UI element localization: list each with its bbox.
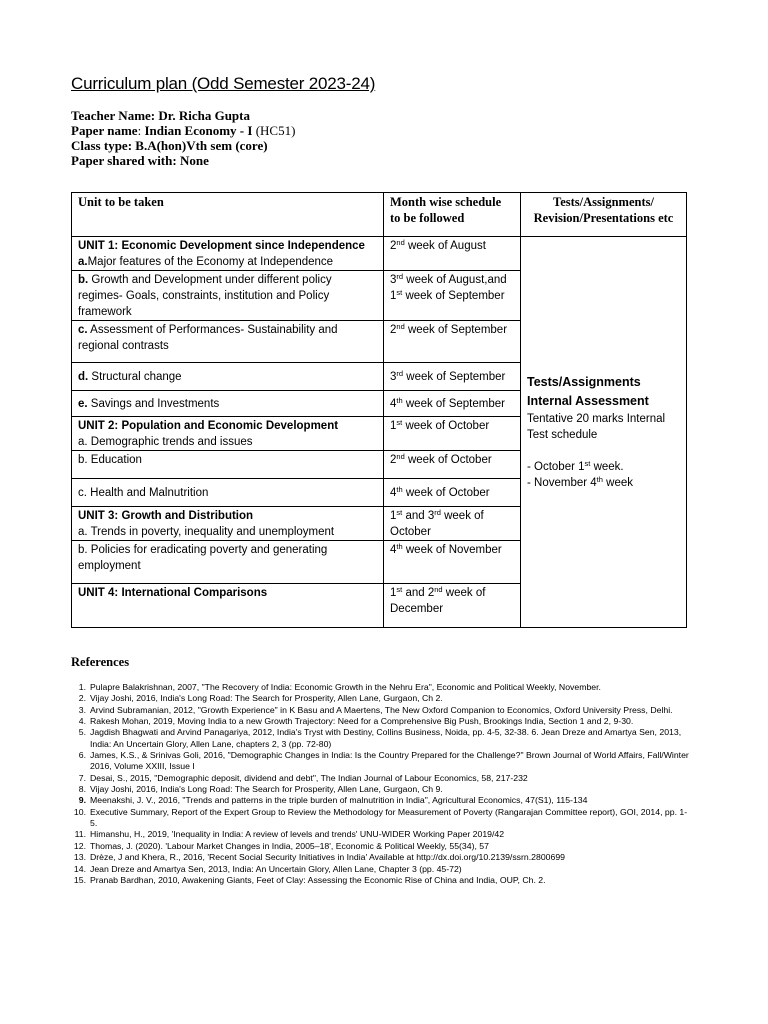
tests-heading: Tests/Assignments [527,375,641,389]
list-item: 12. Thomas, J. (2020). 'Labour Market Changes in India, 2005–18', Economic & Political Weekly, 55(34), 57 [73,840,489,851]
references-list [71,682,691,886]
shared-line [71,153,295,168]
topic-text: a. Trends in poverty, inequality and unemployment [78,526,335,538]
class-line [71,138,295,153]
item-prefix: d. [78,371,89,383]
list-item: 1. Pulapre Balakrishnan, 2007, "The Recovery of India: Economic Growth in the Nehru Era", Economic and Political Weekly, November. [78,682,601,692]
tests-cell [521,237,687,628]
paper-label: Paper name [71,123,138,138]
schedule-cell: 1st week of October [384,417,521,451]
shared-label: Paper shared with: [71,153,177,168]
assessment-heading: Internal Assessment [527,394,649,408]
unit-cell [72,479,384,507]
unit-cell [72,584,384,628]
topic-text: a. Demographic trends and issues [78,436,253,448]
topic-text: b. Policies for eradicating poverty and generating employment [78,544,328,572]
topic-text: Structural change [88,371,182,383]
schedule-cell: 3rd week of September [384,363,521,391]
list-item: 14. Jean Dreze and Amartya Sen, 2013, India: An Uncertain Glory, Allen Lane, Chapter 3 (pp. 45-72) [73,863,462,874]
topic-text: Major features of the Economy at Independence [87,256,334,268]
unit-heading: UNIT 1: Economic Development since Independence [78,240,365,252]
column-header-schedule: Month wise schedule to be followed [384,193,521,237]
test-note: Tentative 20 marks Internal Test schedule [527,413,666,441]
list-item: 7. Desai, S., 2015, "Demographic deposit, dividend and debt", The Indian Journal of Labour Economics, 58, 217-232 [78,772,528,783]
teacher-name: Dr. Richa Gupta [158,108,250,123]
list-item: 9. Meenakshi, J. V., 2016, "Trends and patterns in the triple burden of malnutrition in India", Agricultural Economics, 47(S1), 115-134 [78,795,588,806]
column-header-unit: Unit to be taken [72,193,384,237]
curriculum-table [71,192,687,628]
class-label: Class type: [71,138,133,153]
list-item: 13. Drèze, J and Khera, R., 2016, 'Recent Social Security Initiatives in India' Available at http://dx.doi.org/10.2139/ssrn.2800699 [73,852,565,863]
schedule-cell: 2nd week of August [384,237,521,271]
schedule-cell: 3rd week of August,and 1st week of September [384,271,521,321]
item-prefix: a. [78,256,88,268]
topic-text: b. Education [78,454,142,466]
schedule-cell: 4th week of November [384,541,521,584]
item-prefix: c. [78,324,88,336]
topic-text: Growth and Development under different policy regimes- Goals, constraints, institution and Policy framework [78,274,332,318]
class-type: B.A(hon)Vth sem (core) [135,138,268,153]
list-item: 2. Vijay Joshi, 2016, India's Long Road: The Search for Prosperity, Allen Lane, Gurgaon, Ch 2. [78,693,443,704]
list-item: 4. Rakesh Mohan, 2019, Moving India to a new Growth Trajectory: Need for a Comprehensive Big Push, Brookings India, Section 1 and 2, 9-30. [78,716,634,727]
unit-cell [72,391,384,417]
unit-cell [72,507,384,541]
table-header-row [72,193,687,237]
page-title: Curriculum plan (Odd Semester 2023-24) [71,74,376,93]
unit-heading: UNIT 4: International Comparisons [78,587,268,599]
unit-cell [72,417,384,451]
topic-text: c. Health and Malnutrition [78,487,209,499]
unit-cell [72,237,384,271]
schedule-cell: 1st and 2nd week of December [384,584,521,628]
schedule-cell: 1st and 3rd week of October [384,507,521,541]
list-item: 10. Executive Summary, Report of the Expert Group to Review the Methodology for Measurement of Poverty (Rangarajan Committee report), GOI, 2014, pp. 1-5. [73,806,688,829]
paper-line: Paper name: Indian Economy - I (HC51) [71,123,296,138]
schedule-cell: 2nd week of September [384,321,521,363]
item-prefix: b. [78,274,89,286]
list-item: 3. Arvind Subramanian, 2012, "Growth Experience" in K Basu and A Maertens, The New Oxford Companion to Economics, Oxford University Press, Delhi. [78,704,673,715]
unit-heading: UNIT 2: Population and Economic Development [78,420,339,432]
paper-name: Indian Economy - I [144,123,253,138]
unit-cell [72,363,384,391]
course-details [71,108,295,168]
references-heading: References [71,655,130,669]
schedule-cell: 2nd week of October [384,451,521,479]
unit-heading: UNIT 3: Growth and Distribution [78,510,254,522]
list-item: 6. James, K.S., & Srinivas Goli, 2016, "Demographic Changes in India: Is the Country Prepared for the Challenge?" Brown Journal of World Affairs, Fall/Winter 2016, Volume XXIII, Issue I [78,750,689,772]
unit-cell [72,321,384,363]
unit-cell [72,451,384,479]
list-item: 11. Himanshu, H., 2019, 'Inequality in India: A review of levels and trends' UNU-WIDER Working Paper 2019/42 [74,829,505,840]
test-date-2: - November 4th week [527,475,633,489]
paper-code: (HC51) [255,123,296,138]
teacher-line [71,108,295,123]
item-prefix: e. [78,398,88,410]
topic-text: Assessment of Performances- Sustainability and regional contrasts [78,324,338,352]
test-date-1: - October 1st week. [527,459,624,473]
teacher-label: Teacher Name: [71,108,156,123]
schedule-cell: 4th week of October [384,479,521,507]
unit-cell [72,541,384,584]
table-row [72,237,687,271]
column-header-tests: Tests/Assignments/ Revision/Presentations etc [521,193,687,237]
unit-cell [72,271,384,321]
shared-value: None [179,153,209,168]
topic-text: Savings and Investments [87,398,220,410]
list-item: 15. Pranab Bardhan, 2010, Awakening Giants, Feet of Clay: Assessing the Economic Rise of China and India, OUP, Ch. 2. [73,874,546,885]
schedule-cell: 4th week of September [384,391,521,417]
list-item: 8. Vijay Joshi, 2016, India's Long Road: The Search for Prosperity, Allen Lane, Gurgaon, Ch 9. [78,784,443,795]
list-item: 5. Jagdish Bhagwati and Arvind Panagariya, 2012, India's Tryst with Destiny, Collins Business, Noida, pp. 4-5, 32-38. 6. Jean Dreze and Amartya Sen, 2013, India: An Uncertain Glory, Allen Lane, chapters 2, 3 (pp. 72-80) [78,727,682,749]
